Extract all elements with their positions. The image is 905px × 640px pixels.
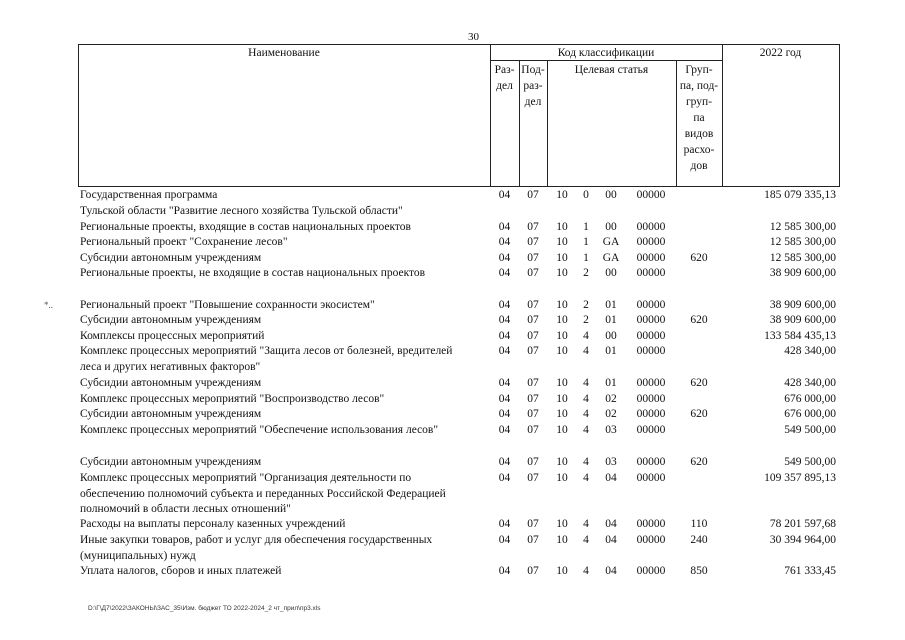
row-code-t4: 00000	[636, 472, 666, 484]
header-group-line: Груп-	[685, 64, 713, 76]
row-name-line: Региональный проект "Сохранение лесов"	[80, 236, 288, 248]
row-name-line: Комплексы процессных мероприятий	[80, 330, 265, 342]
row-code-vr: 110	[690, 518, 708, 530]
row-sum: 676 000,00	[784, 408, 836, 420]
row-code-vr: 620	[690, 456, 708, 468]
row-code-t4: 00000	[636, 408, 666, 420]
row-code-rz: 04	[498, 189, 511, 201]
row-code-t4: 00000	[636, 518, 666, 530]
row-code-pr: 07	[527, 345, 539, 357]
header-razdel	[490, 62, 519, 94]
row-code-rz: 04	[498, 408, 511, 420]
row-code-t3: 04	[605, 518, 617, 530]
header-podrazdel-line: дел	[524, 96, 542, 108]
row-code-t3: 03	[605, 424, 617, 436]
header-group-line: па, под-	[679, 80, 719, 92]
header-group-line: дов	[690, 160, 708, 172]
row-sum: 12 585 300,00	[769, 252, 836, 264]
row-code-pr: 07	[527, 221, 539, 233]
row-code-t3: 00	[605, 267, 617, 279]
row-code-rz: 04	[498, 472, 511, 484]
row-code-pr: 07	[527, 534, 539, 546]
row-code-rz: 04	[498, 565, 511, 577]
row-name-line: Субсидии автономным учреждениям	[80, 314, 262, 326]
row-code-vr: 620	[690, 377, 708, 389]
row-code-t4: 00000	[636, 299, 666, 311]
row-code-rz: 04	[498, 252, 511, 264]
header-razdel-line: Раз-	[494, 64, 515, 76]
row-code-t1: 10	[556, 299, 568, 311]
row-name-line: полномочий в области лесных отношений"	[80, 503, 291, 515]
header-name: Наименование	[248, 47, 320, 59]
col-left-border	[78, 44, 79, 187]
row-name-line: Субсидии автономным учреждениям	[80, 456, 262, 468]
row-sum: 133 584 435,13	[764, 330, 836, 342]
stray-mark: *..	[44, 300, 53, 310]
row-name-line: Тульской области "Развитие лесного хозяйства Тульской области"	[80, 204, 403, 217]
row-sum: 676 000,00	[784, 393, 836, 405]
row-code-rz: 04	[498, 534, 511, 546]
row-code-t1: 10	[556, 314, 568, 326]
row-code-t3: 02	[605, 393, 617, 405]
row-code-pr: 07	[527, 472, 539, 484]
row-code-t2: 4	[583, 565, 589, 577]
row-name-line: Расходы на выплаты персоналу казенных учреждений	[80, 518, 346, 530]
row-name-line: Иные закупки товаров, работ и услуг для обеспечения государственных	[80, 534, 433, 546]
row-code-t2: 2	[583, 299, 589, 311]
row-name-line: Субсидии автономным учреждениям	[80, 408, 262, 420]
row-name-line: Региональные проекты, не входящие в состав национальных проектов	[80, 267, 426, 279]
row-code-t2: 4	[583, 518, 589, 530]
header-year: 2022 год	[759, 47, 802, 59]
row-code-rz: 04	[498, 299, 511, 311]
row-name-line: Комплекс процессных мероприятий "Организация деятельности по	[80, 472, 412, 484]
row-code-rz: 04	[498, 314, 511, 326]
row-name-line: Комплекс процессных мероприятий "Воспроизводство лесов"	[80, 393, 385, 405]
row-sum: 78 201 597,68	[769, 518, 836, 530]
row-sum: 761 333,45	[784, 565, 836, 577]
row-code-t2: 2	[583, 314, 589, 326]
row-code-t3: 01	[605, 299, 617, 311]
row-name-line: Региональный проект "Повышение сохранности экосистем"	[80, 299, 375, 311]
row-sum: 549 500,00	[784, 424, 836, 436]
row-code-pr: 07	[527, 518, 539, 530]
row-sum: 109 357 895,13	[764, 472, 836, 484]
row-code-t4: 00000	[636, 424, 666, 436]
row-code-t3: 00	[605, 189, 617, 201]
row-name-line: Комплекс процессных мероприятий "Защита лесов от болезней, вредителей	[80, 345, 453, 357]
row-code-vr: 620	[690, 314, 708, 326]
row-code-t3: 04	[605, 472, 617, 484]
row-code-t2: 0	[583, 189, 589, 201]
row-code-t2: 1	[583, 252, 589, 264]
header-podrazdel-line: раз-	[523, 80, 543, 92]
row-code-pr: 07	[527, 189, 539, 201]
row-code-t3: 01	[605, 314, 617, 326]
header-razdel-line: дел	[496, 80, 513, 92]
header-target: Целевая статья	[574, 64, 649, 76]
header-group-line: видов	[684, 128, 714, 140]
row-code-t1: 10	[556, 472, 568, 484]
row-code-vr: 850	[690, 565, 708, 577]
row-code-t3: 03	[605, 456, 617, 468]
row-code-t3: 01	[605, 345, 617, 357]
row-code-t2: 4	[583, 408, 589, 420]
row-code-t1: 10	[556, 456, 568, 468]
row-code-rz: 04	[498, 456, 511, 468]
row-code-t3: 04	[605, 534, 617, 546]
row-code-t3: 00	[605, 221, 617, 233]
row-code-pr: 07	[527, 377, 539, 389]
code-header-divider	[490, 60, 722, 61]
row-code-t3: GA	[602, 252, 620, 264]
row-code-pr: 07	[527, 299, 539, 311]
row-code-rz: 04	[498, 518, 511, 530]
row-code-t1: 10	[556, 345, 568, 357]
row-code-pr: 07	[527, 252, 539, 264]
row-code-t2: 2	[583, 267, 589, 279]
row-code-t4: 00000	[636, 534, 666, 546]
row-code-t3: 02	[605, 408, 617, 420]
row-code-pr: 07	[527, 236, 539, 248]
row-code-pr: 07	[527, 314, 539, 326]
row-sum: 30 394 964,00	[769, 534, 836, 546]
col-divider-podrazdel	[547, 60, 548, 187]
row-name-line: Субсидии автономным учреждениям	[80, 252, 262, 264]
row-code-t1: 10	[556, 393, 568, 405]
row-code-t1: 10	[556, 424, 568, 436]
header-group-line: расхо-	[683, 144, 715, 156]
row-code-t3: 04	[605, 565, 617, 577]
row-name-line: Уплата налогов, сборов и иных платежей	[80, 565, 282, 577]
row-sum: 12 585 300,00	[769, 221, 836, 233]
row-code-pr: 07	[527, 456, 539, 468]
row-code-t4: 00000	[636, 377, 666, 389]
row-sum: 185 079 335,13	[764, 189, 836, 201]
row-code-t2: 4	[583, 377, 589, 389]
row-name-line: (муниципальных) нужд	[80, 549, 196, 562]
row-code-t4: 00000	[636, 189, 666, 201]
row-code-t3: GA	[602, 236, 620, 248]
row-code-t1: 10	[556, 377, 568, 389]
row-code-rz: 04	[498, 330, 511, 342]
row-code-t4: 00000	[636, 267, 666, 279]
header-bottom-border	[78, 186, 840, 187]
row-code-vr: 620	[690, 408, 708, 420]
header-group	[676, 62, 722, 174]
row-code-t4: 00000	[636, 330, 666, 342]
row-code-t1: 10	[556, 565, 568, 577]
row-code-t2: 4	[583, 534, 589, 546]
row-code-t1: 10	[556, 189, 568, 201]
row-sum: 428 340,00	[784, 345, 836, 357]
row-code-t2: 1	[583, 236, 589, 248]
row-sum: 38 909 600,00	[769, 299, 836, 311]
row-code-t3: 00	[605, 330, 617, 342]
header-group-line: па	[693, 112, 705, 124]
row-code-rz: 04	[498, 267, 511, 279]
table-top-border	[78, 44, 840, 45]
row-name-line: обеспечению полномочий субъекта и переданных Российской Федерацией	[80, 487, 446, 500]
row-code-t2: 4	[583, 472, 589, 484]
row-sum: 12 585 300,00	[769, 236, 836, 248]
row-code-t4: 00000	[636, 221, 666, 233]
header-podrazdel-line: Под-	[521, 64, 545, 76]
row-sum: 38 909 600,00	[769, 314, 836, 326]
row-code-pr: 07	[527, 267, 539, 279]
row-code-t4: 00000	[636, 345, 666, 357]
row-code-t4: 00000	[636, 456, 666, 468]
row-code-t1: 10	[556, 252, 568, 264]
row-name-line: Государственная программа	[80, 189, 218, 201]
col-right-border	[839, 44, 840, 187]
row-code-t1: 10	[556, 267, 568, 279]
row-name-line: леса и других негативных факторов"	[80, 360, 261, 373]
row-code-pr: 07	[527, 408, 539, 420]
row-sum: 38 909 600,00	[769, 267, 836, 279]
row-code-pr: 07	[527, 393, 539, 405]
row-code-rz: 04	[498, 393, 511, 405]
row-code-t2: 4	[583, 345, 589, 357]
page-number: 30	[468, 31, 479, 43]
col-divider-group	[722, 44, 723, 187]
row-code-t2: 4	[583, 456, 589, 468]
row-code-t2: 4	[583, 424, 589, 436]
row-code-t1: 10	[556, 534, 568, 546]
header-group-line: груп-	[685, 96, 713, 108]
row-code-pr: 07	[527, 565, 539, 577]
row-code-vr: 240	[690, 534, 708, 546]
row-code-rz: 04	[498, 424, 511, 436]
row-code-t4: 00000	[636, 393, 666, 405]
row-code-t4: 00000	[636, 565, 666, 577]
row-code-vr: 620	[690, 252, 708, 264]
row-code-t1: 10	[556, 236, 568, 248]
row-name-line: Комплекс процессных мероприятий "Обеспечение использования лесов"	[80, 424, 439, 436]
row-code-t1: 10	[556, 408, 568, 420]
row-code-t2: 1	[583, 221, 589, 233]
row-code-rz: 04	[498, 221, 511, 233]
row-code-t2: 4	[583, 393, 589, 405]
row-code-t1: 10	[556, 518, 568, 530]
row-code-t4: 00000	[636, 252, 666, 264]
header-code: Код классификации	[557, 47, 655, 59]
row-code-t4: 00000	[636, 314, 666, 326]
row-code-rz: 04	[498, 377, 511, 389]
row-code-t2: 4	[583, 330, 589, 342]
row-code-rz: 04	[498, 345, 511, 357]
row-name-line: Региональные проекты, входящие в состав национальных проектов	[80, 221, 411, 233]
row-code-t1: 10	[556, 330, 568, 342]
row-code-pr: 07	[527, 330, 539, 342]
row-name-line: Субсидии автономным учреждениям	[80, 377, 262, 389]
row-code-pr: 07	[527, 424, 539, 436]
header-podrazdel	[519, 62, 547, 110]
row-code-t3: 01	[605, 377, 617, 389]
row-sum: 428 340,00	[784, 377, 836, 389]
row-code-t4: 00000	[636, 236, 666, 248]
row-code-rz: 04	[498, 236, 511, 248]
row-code-t1: 10	[556, 221, 568, 233]
footer-file-path: D:\Г\Д7\2022\ЗАКОНЫ\ЗАС_35\Изм. бюджет ТО 2022-2024_2 чт_прил\пр3.xls	[88, 605, 321, 612]
row-sum: 549 500,00	[784, 456, 836, 468]
